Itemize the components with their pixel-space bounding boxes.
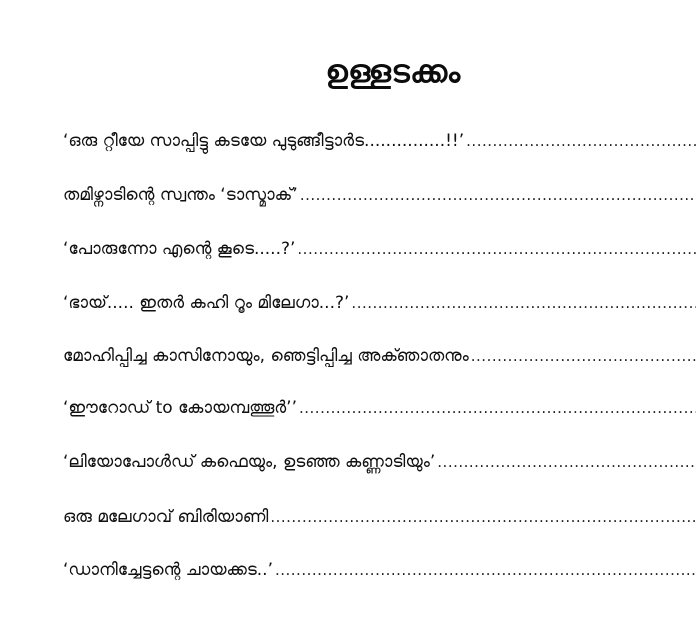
dot-leader <box>275 556 696 584</box>
toc-entry <box>63 235 696 263</box>
toc-entry <box>63 503 696 531</box>
toc-entry <box>63 394 696 422</box>
toc-entry-title: ‘ഭായ്..... ഇതർ കഹി റൂം മിലേഗാ...?’ <box>63 293 350 313</box>
toc-entry-title: ‘ഡാനിച്ചേട്ടന്റെ ചായക്കട..’ <box>63 560 273 580</box>
toc-entry-title: ഒരു മലേഗാവ് ബിരിയാണി <box>63 507 269 527</box>
toc-entry-title: മോഹിപ്പിച്ച കാസിനോയും, ഞെട്ടിപ്പിച്ച അക്ഞാതനും <box>63 346 469 366</box>
toc-entry <box>63 342 696 370</box>
toc-entry-title: ‘ഒരു റ്റീയേ സാപ്പിട്ടു കടയേ പുടുങ്ങീട്ടാർട...............!!’ <box>63 131 465 151</box>
toc-entry <box>63 181 696 209</box>
page-title: ഉള്ളടക്കം <box>325 54 461 90</box>
toc-entry <box>63 556 696 584</box>
toc-entry <box>63 448 696 476</box>
dot-leader <box>297 235 696 263</box>
dot-leader <box>270 503 696 531</box>
toc-entry <box>63 127 696 155</box>
toc-entry-title: ‘പോരുന്നോ എന്റെ കൂടെ.....?’ <box>63 239 296 259</box>
toc-entry-title: തമിഴ്നാടിന്റെ സ്വന്തം ‘ടാസ്മാക്’ <box>63 185 298 205</box>
toc-entry-title: ‘ലിയോപോൾഡ് കഫെയും, ഉടഞ്ഞ കണ്ണാടിയും’ <box>63 452 436 472</box>
dot-leader <box>299 394 696 422</box>
dot-leader <box>466 127 696 155</box>
toc-entry <box>63 289 696 317</box>
dot-leader <box>351 289 696 317</box>
dot-leader <box>437 448 696 476</box>
dot-leader <box>471 342 696 370</box>
dot-leader <box>300 181 696 209</box>
toc-entry-title: ‘ഈറോഡ് to കോയമ്പത്തൂർ’’ <box>63 398 297 418</box>
